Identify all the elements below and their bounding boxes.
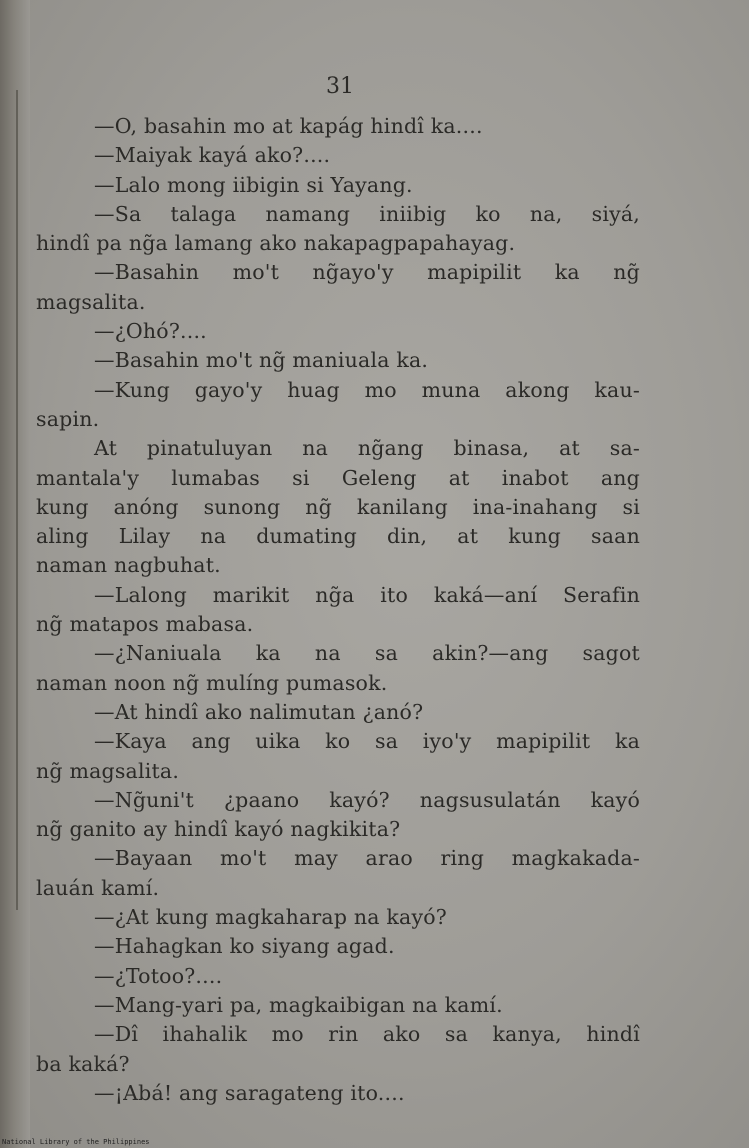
binding-edge: [16, 90, 18, 910]
library-stamp: National Library of the Philippines: [2, 1138, 150, 1146]
text-line: hindî pa ng̃a lamang ako nakapagpapahayag.: [36, 231, 516, 256]
text-line: mantala'y lumabas si Geleng at inabot ang: [36, 465, 640, 490]
text-line: —¿Ohó?....: [94, 319, 207, 344]
text-line: —Lalo mong iibigin si Yayang.: [94, 172, 413, 197]
text-line: —¿At kung magkaharap na kayó?: [94, 905, 447, 930]
text-line: —Ng̃uni't ¿paano kayó? nagsusulatán kayó: [94, 787, 640, 812]
text-line: —¿Totoo?....: [94, 963, 223, 988]
text-line: lauán kamí.: [36, 875, 160, 900]
text-line: —Basahin mo't ng̃ayo'y mapipilit ka ng̃: [94, 260, 640, 285]
text-line: —Bayaan mo't may arao ring magkakada-: [94, 846, 640, 871]
text-line: —¡Abá! ang saragateng ito....: [94, 1080, 405, 1105]
text-line: —At hindî ako nalimutan ¿anó?: [94, 699, 424, 724]
text-line: —Hahagkan ko siyang agad.: [94, 934, 395, 959]
text-line: —Mang-yari pa, magkaibigan na kamí.: [94, 992, 503, 1017]
book-spine: [0, 0, 30, 1148]
text-line: —O, basahin mo at kapág hindî ka....: [94, 114, 483, 138]
text-line: ng̃ matapos mabasa.: [36, 612, 254, 637]
text-line: —Lalong marikit ng̃a ito kaká—aní Serafin: [94, 582, 640, 607]
text-line: —Maiyak kayá ako?....: [94, 143, 331, 168]
page-text: [36, 112, 640, 1108]
text-line: —¿Naniuala ka na sa akin?—ang sagot: [94, 641, 640, 666]
text-line: naman noon ng̃ mulíng pumasok.: [36, 670, 388, 695]
text-line: —Basahin mo't ng̃ maniuala ka.: [94, 348, 429, 373]
page-number: 31: [326, 74, 354, 99]
text-line: —Sa talaga namang iniibig ko na, siyá,: [94, 201, 640, 226]
text-line: magsalita.: [36, 289, 146, 314]
text-line: kung anóng sunong ng̃ kanilang ina-inahang si: [36, 494, 640, 519]
text-line: ng̃ ganito ay hindî kayó nagkikita?: [36, 817, 401, 842]
text-line: ng̃ magsalita.: [36, 758, 180, 783]
text-line: —Kaya ang uika ko sa iyo'y mapipilit ka: [94, 729, 640, 754]
text-line: —Dî ihahalik mo rin ako sa kanya, hindî: [94, 1022, 640, 1047]
text-line: aling Lilay na dumating din, at kung saan: [36, 524, 640, 549]
text-line: At pinatuluyan na ng̃ang binasa, at sa-: [94, 436, 640, 461]
text-line: naman nagbuhat.: [36, 553, 221, 578]
text-line: ba kaká?: [36, 1051, 130, 1076]
text-line: —Kung gayo'y huag mo muna akong kau-: [94, 377, 640, 402]
text-line: sapin.: [36, 406, 100, 431]
